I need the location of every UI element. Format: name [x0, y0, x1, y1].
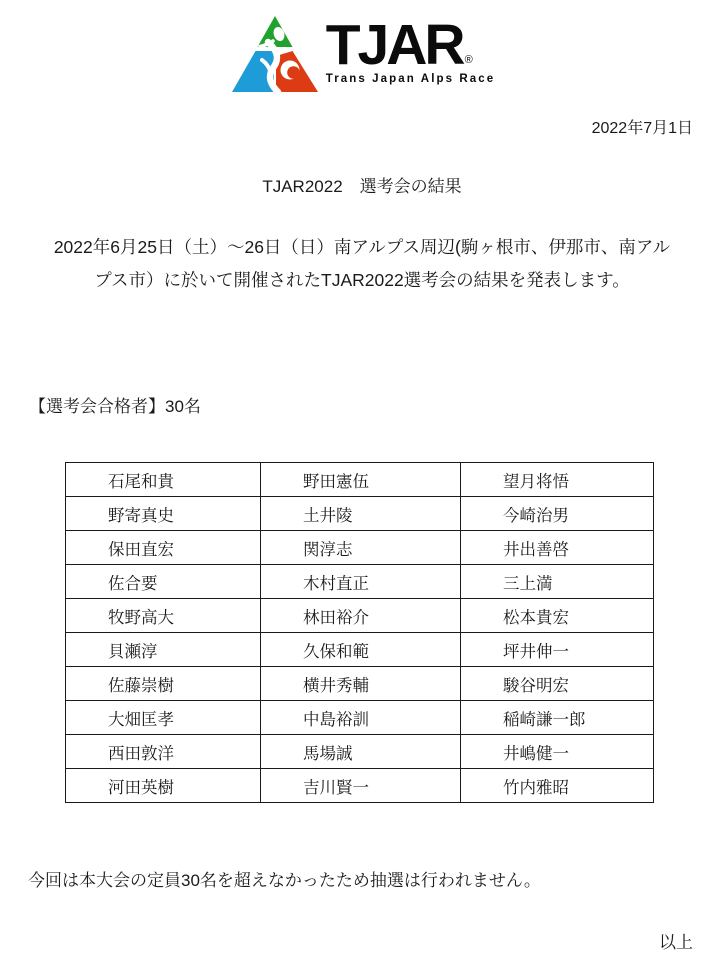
table-cell: 坪井伸一	[461, 633, 654, 667]
table-cell: 貝瀬淳	[66, 633, 261, 667]
intro-paragraph	[6, 231, 718, 297]
table-row	[66, 497, 654, 531]
tjar-triangle-logo-icon	[229, 14, 321, 94]
table-cell: 石尾和貴	[66, 463, 261, 497]
table-row	[66, 531, 654, 565]
logo-text-block	[326, 14, 496, 85]
table-row	[66, 769, 654, 803]
table-row	[66, 735, 654, 769]
table-cell: 保田直宏	[66, 531, 261, 565]
runner-hip-inner	[287, 66, 300, 79]
table-row	[66, 599, 654, 633]
registered-trademark-icon: ®	[464, 53, 473, 66]
table-cell: 竹内雅昭	[461, 769, 654, 803]
table-cell: 久保和範	[261, 633, 461, 667]
table-row	[66, 667, 654, 701]
logo-tagline: Trans Japan Alps Race	[325, 72, 496, 85]
table-cell: 河田英樹	[66, 769, 261, 803]
table-row	[66, 565, 654, 599]
table-cell: 横井秀輔	[261, 667, 461, 701]
table-cell: 大畑匡孝	[66, 701, 261, 735]
table-cell: 松本貴宏	[461, 599, 654, 633]
logo-brand-text: TJAR	[325, 13, 463, 77]
logo-brand-line	[325, 13, 473, 77]
table-cell: 三上満	[461, 565, 654, 599]
table-cell: 中島裕訓	[261, 701, 461, 735]
table-cell: 井出善啓	[461, 531, 654, 565]
table-row	[66, 463, 654, 497]
section-heading: 【選考会合格者】30名	[29, 397, 201, 416]
table-cell: 望月将悟	[461, 463, 654, 497]
table-row	[66, 633, 654, 667]
table-row	[66, 701, 654, 735]
document-date: 2022年7月1日	[591, 120, 693, 137]
table-cell: 野田憲伍	[261, 463, 461, 497]
table-cell: 井嶋健一	[461, 735, 654, 769]
table-cell: 佐合要	[66, 565, 261, 599]
table-cell: 稲崎謙一郎	[461, 701, 654, 735]
table-cell: 木村直正	[261, 565, 461, 599]
table-cell: 林田裕介	[261, 599, 461, 633]
table-cell: 土井陵	[261, 497, 461, 531]
lottery-note: 今回は本大会の定員30名を超えなかったため抽選は行われません。	[28, 871, 541, 890]
table-cell: 馬場誠	[261, 735, 461, 769]
table-cell: 西田敦洋	[66, 735, 261, 769]
table-cell: 牧野高大	[66, 599, 261, 633]
selection-pass-table	[65, 462, 654, 803]
page-title: TJAR2022 選考会の結果	[262, 177, 462, 196]
table-cell: 佐藤崇樹	[66, 667, 261, 701]
tjar-logo	[0, 14, 724, 94]
intro-line-1: 2022年6月25日（土）～26日（日）南アルプス周辺(駒ヶ根市、伊那市、南アル	[53, 237, 671, 257]
table-cell: 吉川賢一	[261, 769, 461, 803]
table-cell: 関淳志	[261, 531, 461, 565]
table-cell: 野寄真史	[66, 497, 261, 531]
intro-line-2: プス市）に於いて開催されたTJAR2022選考会の結果を発表します。	[94, 270, 630, 290]
table-cell: 今崎治男	[461, 497, 654, 531]
pass-table-body	[66, 463, 654, 803]
closing-word: 以上	[659, 933, 693, 952]
table-cell: 駿谷明宏	[461, 667, 654, 701]
